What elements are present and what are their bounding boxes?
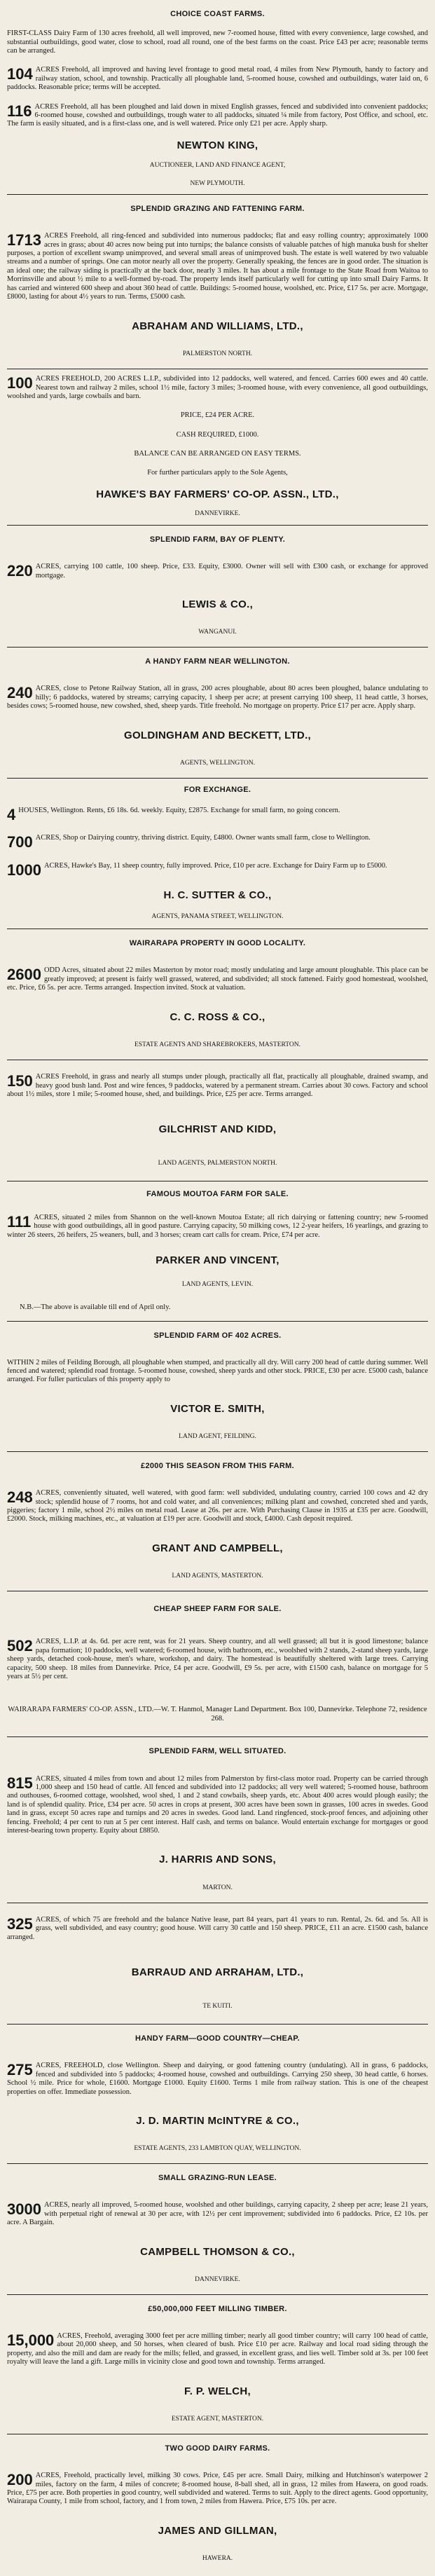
ad-body-copy: ACRES, conveniently situated, well watered, with good farm: well subdivided, undulating country, carried 100 cows and 42 dry stock; splendid house of 7 rooms, hot and cold water, and all conveniences; milking plant and cowshed, concreted shed and yards, piggeries; factory 1 mile, school 2½ miles on metal road. Lease at 26s. per acre. With Purchasing Clause in 1935 at £35 per acre. Goodwill, £2000. Stock, milking machines, etc., at valuation at £19 per acre. Goodwill and stock, £4000. Cash deposit required.: [7, 1489, 428, 1523]
ad-block: [7, 779, 428, 929]
ad-body-text: [7, 1489, 428, 1524]
ad-heading: £2000 THIS SEASON FROM THIS FARM.: [141, 1462, 294, 1471]
ad-heading: SPLENDID FARM, WELL SITUATED.: [149, 1747, 286, 1756]
acreage-figure: 111: [7, 1212, 32, 1231]
ad-body-copy: ACRES, situated 2 miles from Shannon on the well-known Moutoa Estate; all rich dairying or fattening country; new 5-roomed house with good outbuildings, all in good pasture. Carrying capacity, 50 milking cows, 12 2-year heifers, 16 yearlings, and grazing to winter 26 steers, 26 heifers, 25 weaners, bull, and 3 horses; cream cart calls for cream. Price, £74 per acre.: [7, 1213, 428, 1239]
ad-block: [7, 2025, 428, 2164]
ad-block: [7, 369, 428, 526]
ad-body-text: [7, 103, 428, 129]
ad-body-text: [7, 1214, 428, 1240]
ad-body-text: [7, 1775, 428, 1836]
ad-heading: TWO GOOD DAIRY FARMS.: [165, 2444, 270, 2453]
ad-body-text: [7, 685, 428, 711]
ad-block: [7, 1322, 428, 1453]
advertiser-name: PARKER AND VINCENT,: [156, 1254, 279, 1266]
advertiser-name: BARRAUD AND ARRAHAM, LTD.,: [131, 1966, 304, 1979]
ad-body-text: [7, 1303, 428, 1312]
advertiser-name: C. C. ROSS & CO.,: [170, 1010, 265, 1023]
ad-body-copy: ACRES, Freehold, practically level, milking 30 cows. Price, £45 per acre. Small Dairy, milking and Hutchinson's waterpower 2 miles, factory on the farm, 4 miles of concrete; 8-roomed house, 8-ball shed, all in grass, 12 miles from Hawera, on good roads. Price, £75 per acre. Both properties in good country, well subdivided and watered. Terms to suit. Apply to the direct agents. Good opportunity, Wairarapa County, 1 mile from school, factory, and 1 from town, 2 miles from Hawera. Price, £75 10s. per acre.: [7, 2472, 428, 2506]
advertiser-name: H. C. SUTTER & CO.,: [163, 889, 272, 902]
advertiser-address: ESTATE AGENTS, 233 LAMBTON QUAY, WELLINGTON.: [134, 2145, 301, 2153]
advertiser-name: F. P. WELCH,: [184, 2385, 251, 2397]
acreage-figure: 3000: [7, 2200, 41, 2219]
ad-heading: SPLENDID GRAZING AND FATTENING FARM.: [130, 205, 305, 214]
ad-body-copy: For further particulars apply to the Sole Agents,: [147, 469, 288, 477]
ad-body-text: [7, 834, 428, 849]
acreage-figure: 1000: [7, 861, 41, 879]
ad-body-copy: ACRES Freehold, all ring-fenced and subdivided into numerous paddocks; flat and easy rolling country; approximately 1000 acres in grass; about 40 acres now being put into turnips; the balance consists of valuable patches of high manuka bush for shelter purposes, a portion of excellent swamp unimproved, and several small areas of unimproved bush. The estate is well watered by two valuable streams and a number of springs. One can motor nearly all over the property. Generally speaking, the fences are in good order. The situation is an ideal one; the railway siding is practically at the back door, nearly 3 miles. It has about a mile frontage to the State Road from Waitoa to Morrinsville and about ½ mile to a well-formed by-road. The property lends itself particularly well for cutting up into small Dairy Farms. It has carried and wintered 600 sheep and about 360 head of cattle. Buildings: 5-roomed house, woolshed, etc. Price, £17 5s. per acre. Mortgage, £8000, lasting for about 4½ years to run. Terms, £5000 cash.: [7, 232, 428, 301]
ad-body-copy: ACRES Freehold, all improved and having level frontage to good metal road, 4 miles from New Plymouth, handy to factory and railway station, school, and township. Practically all ploughable land, 5-roomed house, cowshed and outbuildings, water laid on, 6 paddocks. Reasonable price; terms will be accepted.: [7, 66, 428, 92]
acreage-figure: 200: [7, 2471, 33, 2489]
ad-body-copy: ODD Acres, situated about 22 miles Masterton by motor road; mostly undulating and large amount ploughable. This place can be greatly improved; at present is fairly well grassed, watered, and subdivided; all stock fattened. Fairly good homestead, woolshed, etc. Price, £6 5s. per acre. Terms arranged. Inspection invited. Stock at valuation.: [7, 966, 428, 992]
ad-body-copy: ACRES, Freehold, averaging 3000 feet per acre milling timber; nearly all good timber country; will carry 100 head of cattle, about 20,000 sheep, and 50 horses, when cleared of bush. Price £10 per acre. Railway and local road siding through the property, and also the mill and dam are ready for the mills; felled, and grassed, in excellent grass, and lies well. Timber sold at 3s. per 100 feet royalty will leave the land a gift. Large mills in vicinity close and good town and township. Terms arranged.: [7, 2332, 428, 2366]
ad-body-text: [7, 1073, 428, 1099]
ad-heading: WAIRARAPA PROPERTY IN GOOD LOCALITY.: [129, 939, 306, 948]
ad-block: [7, 4, 428, 195]
ad-body-copy: PRICE, £24 PER ACRE.: [180, 411, 255, 420]
advertiser-address: PALMERSTON NORTH.: [182, 350, 253, 357]
ad-heading: CHEAP SHEEP FARM FOR SALE.: [153, 1604, 282, 1613]
advertiser-name: VICTOR E. SMITH,: [170, 1402, 265, 1415]
acreage-figure: 15,000: [7, 2331, 55, 2350]
ad-block: [7, 1060, 428, 1182]
advertiser-address: DANNEVIRKE.: [195, 510, 240, 518]
ad-body-text: [7, 2062, 428, 2097]
ad-block: [7, 1591, 428, 1737]
acreage-figure: 815: [7, 1774, 33, 1792]
ad-body-text: [7, 1638, 428, 1681]
ad-body-text: [7, 66, 428, 92]
ad-body-text: [7, 469, 428, 477]
ad-body-text: [7, 2472, 428, 2507]
advertiser-address: DANNEVIRKE.: [195, 2275, 240, 2283]
advertiser-address: AGENTS, WELLINGTON.: [179, 759, 256, 767]
advertiser-name: ABRAHAM AND WILLIAMS, LTD.,: [132, 320, 303, 332]
ad-body-text: [7, 2332, 428, 2367]
ad-body-copy: FIRST-CLASS Dairy Farm of 130 acres freehold, all well improved, new 7-roomed house, fitted with every convenience, large cowshed, and substantial outbuildings, good water, close to school, road all round, one of the best farms on the coast. Price £43 per acre; reasonable terms can be arranged.: [7, 29, 428, 55]
ad-body-text: [7, 232, 428, 301]
acreage-figure: 100: [7, 374, 33, 392]
advertiser-address: MARTON.: [202, 1884, 233, 1891]
ad-heading: SPLENDID FARM, BAY OF PLENTY.: [149, 535, 286, 544]
ad-body-text: [7, 375, 428, 401]
advertiser-name: J. HARRIS AND SONS,: [159, 1854, 276, 1866]
ad-body-text: [7, 966, 428, 992]
advertiser-address: LAND AGENTS, PALMERSTON NORTH.: [158, 1160, 277, 1167]
ad-body-copy: WAIRARAPA FARMERS' CO-OP. ASSN., LTD.—W. T. Hanmol, Manager Land Department. Box 100, Dannevirke. Telephone 72, residence 268.: [8, 1706, 427, 1722]
ad-body-text: [7, 1359, 428, 1385]
ad-heading: SPLENDID FARM OF 402 ACRES.: [153, 1331, 282, 1340]
ad-body-text: [7, 1706, 428, 1723]
ad-block: [7, 929, 428, 1060]
ad-heading: FAMOUS MOUTOA FARM FOR SALE.: [146, 1189, 289, 1198]
advertiser-name: GOLDINGHAM AND BECKETT, LTD.,: [123, 729, 312, 741]
ad-body-copy: CASH REQUIRED, £1000.: [176, 430, 259, 439]
ad-heading: HANDY FARM—GOOD COUNTRY—CHEAP.: [135, 2034, 300, 2043]
acreage-figure: 220: [7, 562, 33, 580]
advertiser-address: LAND AGENT, FEILDING.: [179, 1433, 256, 1441]
advertiser-address: ESTATE AGENTS AND SHAREBROKERS, MASTERTON.: [134, 1041, 301, 1048]
ad-heading: A HANDY FARM NEAR WELLINGTON.: [145, 657, 290, 666]
ad-body-copy: ACRES, close to Petone Railway Station, all in grass, 200 acres ploughable, about 80 acres been ploughed, balance undulating to hilly; 6 paddocks, watered by streams; carrying capacity, 1 sheep per acre; at present carrying 100 sheep, 11 head cattle, 3 horses, besides cows; 5-roomed house, new cowshed, shed, sheep yards. Title freehold. No mortgage on property. Price £17 per acre. Apply sharp.: [7, 685, 428, 711]
ad-body-copy: ACRES Freehold, in grass and nearly all stumps under plough, practically all flat, practically all ploughable, drained swamp, and heavy good bush land. Post and wire fences, 9 paddocks, watered by a permanent stream. Carries about 30 cows. Factory and school about 1½ miles, store 1 mile; 5-roomed house, shed, and buildings. Price, £25 per acre. Terms arranged.: [7, 1073, 428, 1099]
ad-body-text: [7, 411, 428, 420]
ad-body-text: [7, 431, 428, 439]
advertiser-address: HAWERA.: [202, 2554, 233, 2562]
advertiser-address: LAND AGENTS, MASTERTON.: [172, 1573, 263, 1580]
ad-body-text: [7, 807, 428, 822]
ad-body-copy: ACRES, carrying 100 cattle, 100 sheep. Price, £33. Equity, £3000. Owner will sell with £300 cash, or exchange for approved mortgage.: [35, 563, 428, 580]
acreage-figure: 700: [7, 833, 33, 851]
ad-body-copy: ACRES, Hawke's Bay, 11 sheep country, fully improved. Price, £10 per acre. Exchange for Dairy Farm up to £5000.: [43, 861, 387, 870]
advertiser-address: TE KUITI.: [202, 2002, 233, 2010]
ad-body-copy: ACRES FREEHOLD, 200 ACRES L.I.P., subdivided into 12 paddocks, well watered, and fenced. Carries 600 ewes and 40 cattle. Nearest town and railway 2 miles, school 1½ mile, factory 3 miles; 3-roomed house, with every convenience, all good outbuildings, woolshed and yards, large cowbails and barn.: [7, 375, 428, 400]
ad-body-copy: ACRES Freehold, all has been ploughed and laid down in mixed English grasses, fenced and subdivided into convenient paddocks; 6-roomed house, cowshed and outbuildings, trough water to all paddocks, situated ¼ mile from factory, Post Office, and school, etc. The farm is easily situated, and is a first-class one, and is well watered. Price only £21 per acre. Apply sharp.: [7, 102, 428, 128]
ad-body-copy: ACRES, situated 4 miles from town and about 12 miles from Palmerston by first-class motor road. Property can be carried through 1,000 sheep and 150 head of cattle. All fenced and subdivided into 12 paddocks; all very well watered; 5-roomed house, bathroom and outhouses, 6-roomed cottage, woolshed, wool shed, 1 and 2 stand cowbails, sheep yards, etc. About 400 acres would plough easily; the land is of splendid quality. Price, £34 per acre. 50 acres in crops at present, 300 acres have been sown in grasses, 100 acres in swedes. Good land in grass, except 50 acres rape and turnips and 20 acres in swedes. Good land. Land ringfenced, stock-proof fences, and adjoining other fencing. Freehold; 4 per cent to run at 5 per cent interest. Half cash, and terms on balance. Would entertain exchange for mortgages or good interest-bearing town property. Equity about £8850.: [7, 1774, 428, 1835]
ad-block: [7, 2164, 428, 2295]
advertiser-address: WANGANUI.: [198, 629, 237, 636]
ad-body-copy: ACRES, nearly all improved, 5-roomed house, woolshed and other buildings, carrying capacity, 2 sheep per acre; lease 21 years, with perpetual right of renewal at 30 per acre, with 12½ per cent improvement; subdivided into 6 paddocks. Price, £2 10s. per acre. A Bargain.: [7, 2201, 428, 2227]
ad-body-copy: HOUSES, Wellington. Rents, £6 18s. 6d. weekly. Equity, £2875. Exchange for small farm, no going concern.: [18, 806, 340, 814]
advertiser-name: GRANT AND CAMPBELL,: [152, 1542, 283, 1554]
ad-body-copy: N.B.—The above is available till end of April only.: [20, 1303, 171, 1311]
ad-heading: FOR EXCHANGE.: [184, 785, 251, 794]
advertiser-address: AUCTIONEER, LAND AND FINANCE AGENT,: [149, 161, 286, 169]
acreage-figure: 116: [7, 102, 32, 120]
acreage-figure: 1713: [7, 231, 41, 249]
advertiser-name: J. D. MARTIN McINTYRE & CO.,: [136, 2115, 299, 2128]
ad-body-copy: WITHIN 2 miles of Feilding Borough, all ploughable when stumped, and practically all dry. Will carry 200 head of cattle during summer. Well fenced and watered; splendid road frontage. 5-roomed house, cowshed, sheep yards and other stock. PRICE, £30 per acre. £5000 cash, balance arranged. For fuller particulars of this property apply to: [7, 1358, 428, 1384]
ad-block: [7, 1452, 428, 1591]
ad-body-text: [7, 450, 428, 458]
ad-block: [7, 2295, 428, 2434]
ad-heading: SMALL GRAZING-RUN LEASE.: [158, 2174, 277, 2183]
ad-body-copy: ACRES, of which 75 are freehold and the balance Native lease, part 84 years, part 41 years to run. Rental, 2s. 6d. and 5s. All is grass, well subdivided, and easy country; good house. Will carry 30 cattle and 150 sheep. PRICE, £11 an acre. £1500 cash, balance arranged.: [7, 1916, 428, 1941]
ad-block: [7, 1181, 428, 1321]
ad-block: [7, 195, 428, 369]
ad-body-text: [7, 29, 428, 55]
ad-block: [7, 1903, 428, 2025]
advertiser-name: LEWIS & CO.,: [181, 598, 254, 611]
ad-body-copy: ACRES, L.I.P. at 4s. 6d. per acre rent, was for 21 years. Sheep country, and all well grassed; all but it is good limestone; balance papa formation; 10 paddocks, well watered; 6-roomed house, with bathroom, etc., woolshed with 2 stands, 2-stand sheep yards, large sheep yards, detached cook-house, men's whare, workshop, and dairy. The homestead is beautifully sheltered with large trees. Carrying capacity, 500 sheep. 18 miles from Dannevirke. Price, £4 per acre. Goodwill, £9 5s. per acre, with £1500 cash, balance on mortgage for 5 years at 5½ per cent.: [7, 1638, 428, 1680]
acreage-figure: 325: [7, 1915, 33, 1933]
advertiser-address: LAND AGENTS, LEVIN.: [181, 1280, 254, 1288]
acreage-figure: 248: [7, 1488, 33, 1507]
ad-body-copy: ACRES, Shop or Dairying country, thriving district. Equity, £4800. Owner wants small farm, close to Wellington.: [35, 834, 371, 842]
advertiser-address: AGENTS, PANAMA STREET, WELLINGTON.: [151, 913, 284, 921]
ad-body-text: [7, 563, 428, 580]
acreage-figure: 240: [7, 684, 33, 702]
advertiser-address: ESTATE AGENT, MASTERTON.: [171, 2415, 264, 2423]
acreage-figure: 2600: [7, 966, 41, 984]
ad-block: [7, 526, 428, 648]
ad-heading: CHOICE COAST FARMS.: [170, 10, 265, 19]
advertiser-name: GILCHRIST AND KIDD,: [158, 1123, 277, 1136]
ad-body-text: [7, 2201, 428, 2227]
acreage-figure: 4: [7, 805, 16, 823]
ad-body-copy: BALANCE CAN BE ARRANGED ON EASY TERMS.: [134, 449, 301, 458]
advertiser-name: HAWKE'S BAY FARMERS' CO-OP. ASSN., LTD.,: [96, 488, 339, 500]
advertiser-name: NEWTON KING,: [177, 139, 258, 151]
acreage-figure: 502: [7, 1637, 33, 1655]
ad-block: [7, 2434, 428, 2573]
advertiser-name: JAMES AND GILLMAN,: [158, 2524, 277, 2537]
ad-block: [7, 1737, 428, 1903]
ad-body-copy: ACRES, FREEHOLD, close Wellington. Sheep and dairying, or good fattening country (undulating). All in grass, 6 paddocks, fenced and subdivided into 5 paddocks; 4-roomed house, cowshed and outbuildings. Carrying 250 sheep, 30 head cattle, 6 horses. School ½ mile. Price for whole, £1600. Mortgage £1000. Equity £1600. Terms 1 mile from railway station. This is one of the cheapest properties on offer. Immediate possession.: [7, 2062, 428, 2096]
acreage-figure: 150: [7, 1072, 33, 1090]
ad-heading: £50,000,000 FEET MILLING TIMBER.: [148, 2304, 287, 2313]
ad-block: [7, 648, 428, 779]
advertiser-name: CAMPBELL THOMSON & CO.,: [140, 2245, 295, 2258]
advertiser-address: NEW PLYMOUTH.: [190, 179, 245, 187]
acreage-figure: 104: [7, 65, 33, 83]
ad-body-text: [7, 862, 428, 877]
ad-body-text: [7, 1916, 428, 1942]
acreage-figure: 275: [7, 2061, 33, 2079]
